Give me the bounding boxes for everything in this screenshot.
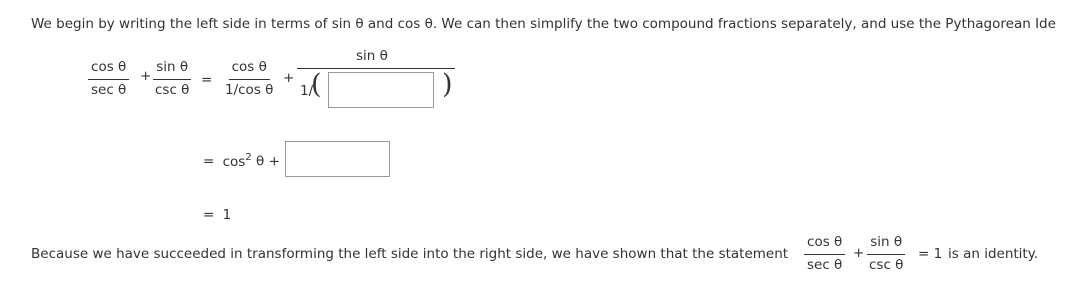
conclusion-suffix: is an identity. [948,246,1039,262]
fraction-numerator-sin: sin θ [356,48,388,64]
fraction-denominator: csc θ [869,256,904,273]
close-paren: ) [442,69,453,100]
step3-expression [203,207,231,223]
answer-box-1[interactable] [328,72,434,108]
cos-label: cos [222,153,246,170]
step1-lhs [88,61,129,97]
fraction-denominator: sec θ [91,81,127,98]
fraction-denominator: 1/cos θ [225,81,274,98]
plus-sign: + [268,153,280,170]
fraction-numerator: sin θ [867,236,905,255]
step2-expression [203,152,280,170]
plus-sign: + [283,70,295,86]
plus-sign: + [853,245,865,261]
fraction-numerator: cos θ [229,61,270,80]
conclusion-fraction-2 [866,236,906,272]
equals-sign: = [203,153,215,170]
equals-one: = 1 [918,246,943,262]
conclusion-fraction-1 [804,236,845,272]
rhs-fraction-cos-over-1-over-cos [222,61,276,97]
equals-sign: = [203,207,215,223]
result-value: 1 [222,207,232,223]
lhs-fraction-cos-sec [88,61,129,97]
fraction-cos-sec [804,236,845,272]
step1-rhs-1 [222,61,276,97]
step1-lhs-2 [152,61,192,97]
lhs-fraction-sin-csc [152,61,192,97]
equals-sign: = [201,72,213,88]
intro-text: We begin by writing the left side in terms of sin θ and cos θ. We can then simplify the two compound fractions separately, and use the Pythagorean Ide [31,16,1056,32]
denominator-prefix: 1/ [300,83,314,99]
plus-sign: + [140,68,152,84]
fraction-numerator: cos θ [804,236,845,255]
theta: θ [256,153,265,170]
exponent: 2 [245,152,252,163]
open-paren: ( [311,69,322,100]
fraction-sin-csc [866,236,906,272]
fraction-numerator: cos θ [88,61,129,80]
fraction-denominator: csc θ [155,81,190,98]
answer-box-2[interactable] [285,141,390,177]
fraction-denominator: sec θ [807,256,843,273]
fraction-numerator: sin θ [153,61,191,80]
conclusion-prefix: Because we have succeeded in transforming the left side into the right side, we have shown that the statement [31,246,789,262]
